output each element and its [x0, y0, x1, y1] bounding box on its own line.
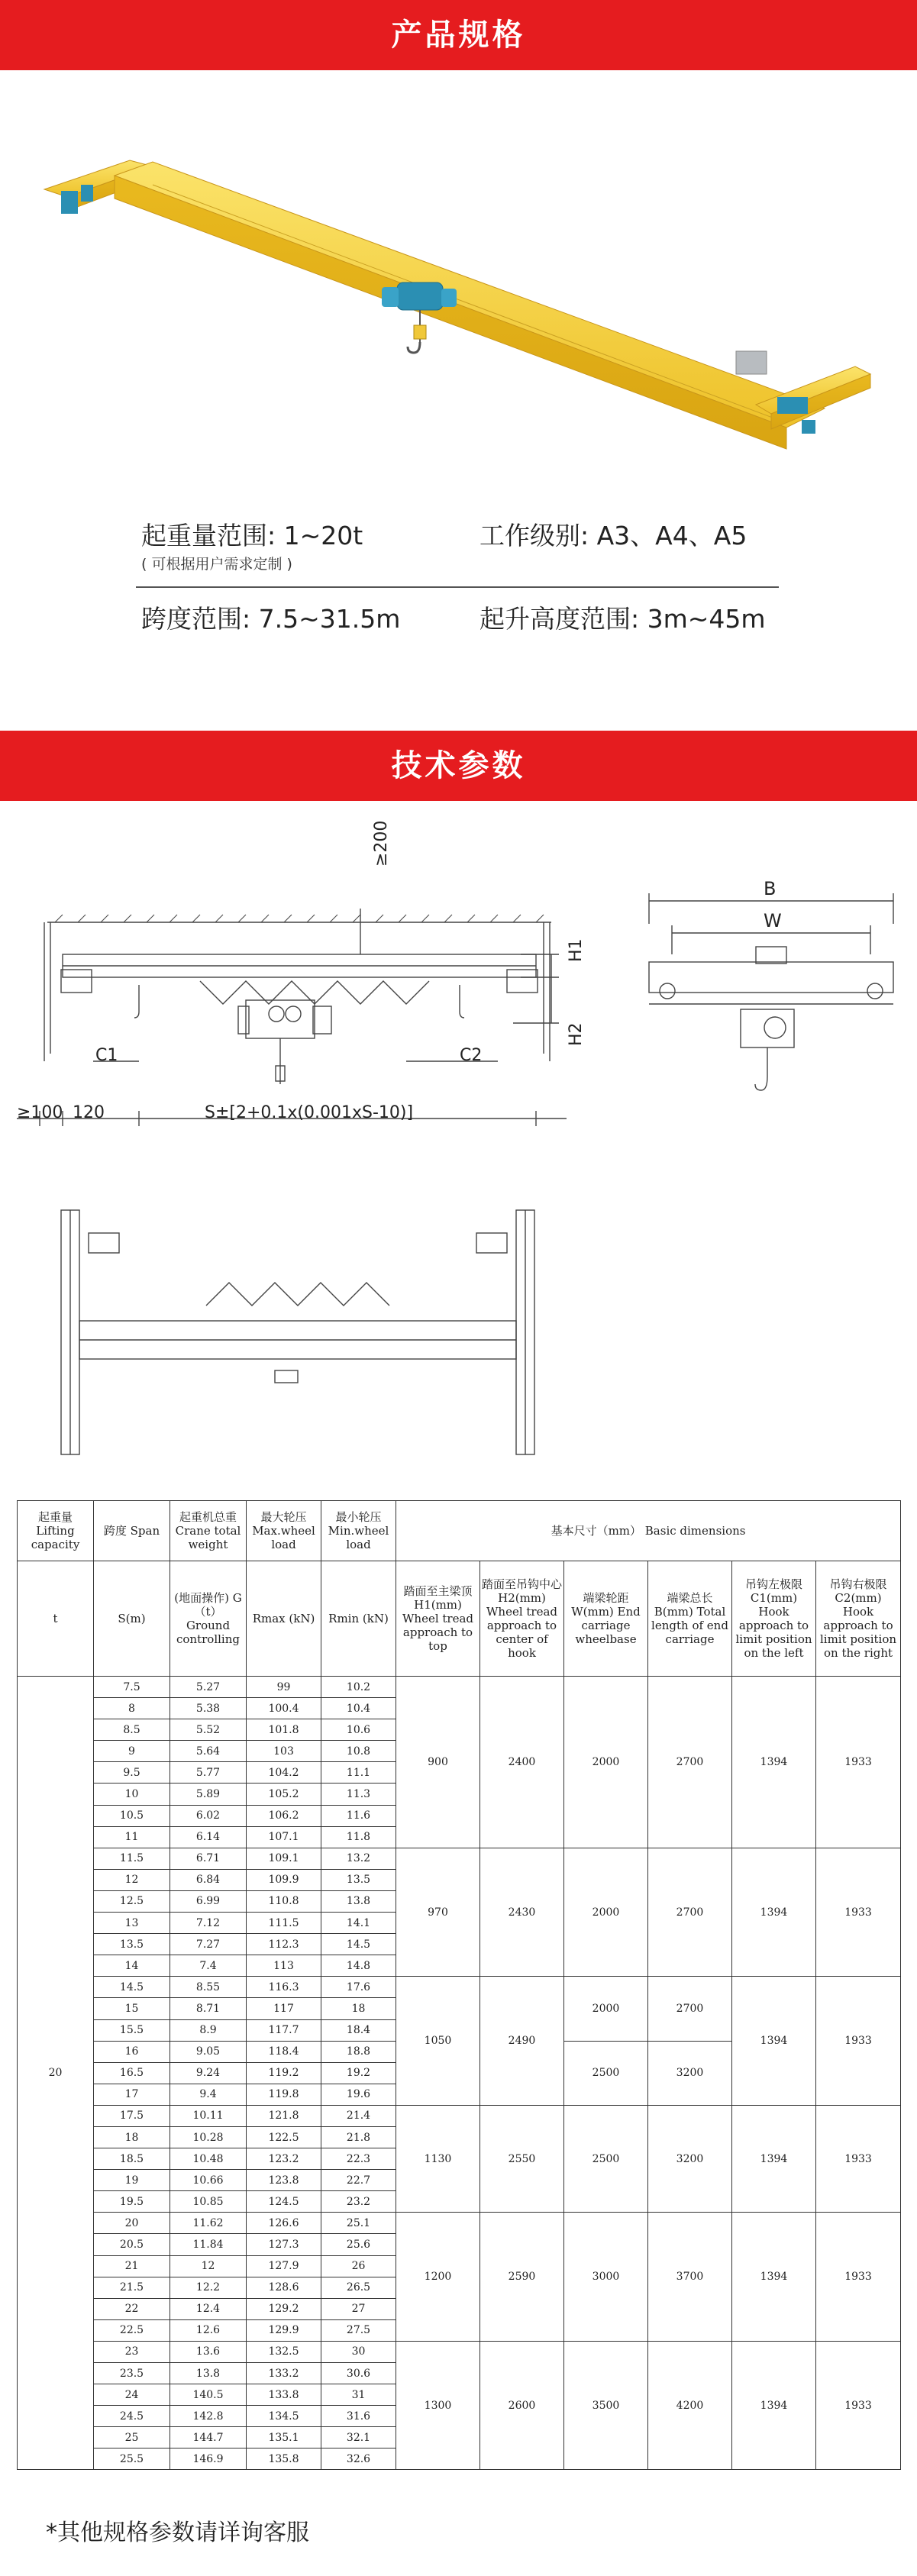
- cell-weight: 5.89: [170, 1784, 247, 1805]
- cell-rmax: 127.9: [247, 2255, 321, 2277]
- cell-rmax: 116.3: [247, 1977, 321, 1998]
- cell-h1: 1130: [396, 2105, 480, 2212]
- cell-rmax: 133.8: [247, 2384, 321, 2406]
- footnote: *其他规格参数请详询客服: [46, 2520, 309, 2546]
- header-h2: 踏面至吊钩中心 H2(mm) Wheel tread approach to center of hook: [480, 1561, 564, 1677]
- header-b: 端梁总长 B(mm) Total length of end carriage: [648, 1561, 732, 1677]
- cell-h1: 900: [396, 1677, 480, 1848]
- cell-rmax: 110.8: [247, 1890, 321, 1912]
- cell-h1: 1300: [396, 2341, 480, 2470]
- cell-rmax: 103: [247, 1741, 321, 1762]
- cell-rmax: 113: [247, 1955, 321, 1977]
- cell-span: 18: [94, 2126, 170, 2148]
- header-c2: 吊钩右极限 C2(mm) Hook approach to limit position on the right: [816, 1561, 901, 1677]
- header-h1: 踏面至主梁顶 H1(mm) Wheel tread approach to top: [396, 1561, 480, 1677]
- dim-w: W: [764, 910, 782, 931]
- header-unit-g: (地面操作) G（t） Ground controlling: [170, 1561, 247, 1677]
- cell-span: 13: [94, 1913, 170, 1934]
- spec-work-class: 工作级别: A3、A4、A5: [479, 521, 747, 550]
- cell-b: 3200: [648, 2041, 732, 2105]
- cell-weight: 12: [170, 2255, 247, 2277]
- cell-weight: 140.5: [170, 2384, 247, 2406]
- cell-rmax: 129.2: [247, 2298, 321, 2319]
- cell-rmin: 32.6: [321, 2448, 396, 2470]
- cell-b: 2700: [648, 1977, 732, 2041]
- plan-view-drawing: [46, 1202, 550, 1462]
- cell-w: 2500: [564, 2105, 648, 2212]
- cell-rmax: 122.5: [247, 2126, 321, 2148]
- cell-rmax: 109.1: [247, 1848, 321, 1869]
- parameter-table: [17, 1500, 900, 2470]
- cell-rmax: 123.8: [247, 2170, 321, 2191]
- cell-weight: 10.28: [170, 2126, 247, 2148]
- cell-rmin: 10.4: [321, 1698, 396, 1719]
- dim-span-formula: S±[2+0.1x(0.001xS-10)]: [205, 1103, 414, 1122]
- cell-span: 13.5: [94, 1934, 170, 1955]
- cell-c1: 1394: [732, 1848, 816, 1977]
- section-banner-tech-params: 技术参数: [0, 731, 917, 801]
- cell-weight: 12.6: [170, 2319, 247, 2341]
- header-span: 跨度 Span: [94, 1501, 170, 1561]
- cell-rmax: 109.9: [247, 1869, 321, 1890]
- cell-rmax: 129.9: [247, 2319, 321, 2341]
- dim-120: 120: [73, 1103, 105, 1122]
- cell-span: 19.5: [94, 2191, 170, 2213]
- cell-c1: 1394: [732, 1677, 816, 1848]
- cell-weight: 9.4: [170, 2084, 247, 2105]
- cell-span: 7.5: [94, 1677, 170, 1698]
- cell-span: 20: [94, 2213, 170, 2234]
- cell-w: 2000: [564, 1977, 648, 2041]
- cell-rmax: 111.5: [247, 1913, 321, 1934]
- cell-rmin: 14.1: [321, 1913, 396, 1934]
- cell-weight: 7.27: [170, 1934, 247, 1955]
- cell-span: 22: [94, 2298, 170, 2319]
- header-w: 端梁轮距 W(mm) End carriage wheelbase: [564, 1561, 648, 1677]
- cell-rmin: 13.8: [321, 1890, 396, 1912]
- cell-rmin: 31.6: [321, 2406, 396, 2427]
- cell-rmin: 19.2: [321, 2062, 396, 2084]
- cell-rmin: 22.3: [321, 2148, 396, 2170]
- cell-span: 12: [94, 1869, 170, 1890]
- cell-rmin: 18.8: [321, 2041, 396, 2062]
- cell-span: 15.5: [94, 2019, 170, 2041]
- cell-c1: 1394: [732, 2341, 816, 2470]
- cell-weight: 13.6: [170, 2341, 247, 2362]
- cell-b: 2700: [648, 1848, 732, 1977]
- cell-rmin: 11.8: [321, 1826, 396, 1848]
- cell-rmax: 135.8: [247, 2448, 321, 2470]
- table-row: [18, 1848, 901, 1869]
- cell-h2: 2400: [480, 1677, 564, 1848]
- dim-b: B: [764, 878, 777, 899]
- cell-span: 17.5: [94, 2105, 170, 2126]
- cell-rmin: 18.4: [321, 2019, 396, 2041]
- cell-c1: 1394: [732, 1977, 816, 2106]
- cell-weight: 12.2: [170, 2277, 247, 2298]
- cell-h1: 1050: [396, 1977, 480, 2106]
- cell-span: 11: [94, 1826, 170, 1848]
- cell-span: 9.5: [94, 1762, 170, 1784]
- cell-h1: 970: [396, 1848, 480, 1977]
- cell-b: 2700: [648, 1677, 732, 1848]
- cell-h2: 2600: [480, 2341, 564, 2470]
- cell-rmin: 22.7: [321, 2170, 396, 2191]
- cell-weight: 5.64: [170, 1741, 247, 1762]
- cell-rmin: 30: [321, 2341, 396, 2362]
- cell-rmin: 14.8: [321, 1955, 396, 1977]
- cell-weight: 10.85: [170, 2191, 247, 2213]
- cell-c2: 1933: [816, 2105, 901, 2212]
- cell-weight: 7.12: [170, 1913, 247, 1934]
- cell-c2: 1933: [816, 2341, 901, 2470]
- cell-rmax: 112.3: [247, 1934, 321, 1955]
- cell-span: 12.5: [94, 1890, 170, 1912]
- cell-weight: 9.05: [170, 2041, 247, 2062]
- cell-span: 10.5: [94, 1805, 170, 1826]
- cell-span: 23.5: [94, 2363, 170, 2384]
- cell-rmax: 124.5: [247, 2191, 321, 2213]
- cell-rmin: 27.5: [321, 2319, 396, 2341]
- cell-rmax: 119.2: [247, 2062, 321, 2084]
- header-basic-dimensions: 基本尺寸（mm） Basic dimensions: [396, 1501, 901, 1561]
- table-row: [18, 2341, 901, 2362]
- cell-rmin: 10.6: [321, 1719, 396, 1741]
- front-elevation-drawing: [17, 855, 567, 1145]
- cell-rmax: 126.6: [247, 2213, 321, 2234]
- cell-weight: 11.62: [170, 2213, 247, 2234]
- cell-rmax: 105.2: [247, 1784, 321, 1805]
- header-lifting-capacity: 起重量 Lifting capacity: [18, 1501, 94, 1561]
- cell-rmax: 118.4: [247, 2041, 321, 2062]
- table-row: [18, 2213, 901, 2234]
- cell-span: 19: [94, 2170, 170, 2191]
- cell-h1: 1200: [396, 2213, 480, 2342]
- cell-h2: 2490: [480, 1977, 564, 2106]
- cell-span: 17: [94, 2084, 170, 2105]
- table-row: [18, 1977, 901, 1998]
- cell-weight: 10.48: [170, 2148, 247, 2170]
- cell-rmax: 119.8: [247, 2084, 321, 2105]
- cell-span: 9: [94, 1741, 170, 1762]
- cell-span: 8: [94, 1698, 170, 1719]
- cell-span: 18.5: [94, 2148, 170, 2170]
- cell-span: 15: [94, 1998, 170, 2019]
- spec-lifting-capacity: 起重量范围: 1~20t: [141, 521, 363, 550]
- cell-weight: 5.27: [170, 1677, 247, 1698]
- cell-rmin: 30.6: [321, 2363, 396, 2384]
- cell-span: 23: [94, 2341, 170, 2362]
- table-row: [18, 2105, 901, 2126]
- cell-span: 25.5: [94, 2448, 170, 2470]
- cell-weight: 6.99: [170, 1890, 247, 1912]
- cell-weight: 6.71: [170, 1848, 247, 1869]
- cell-w: 2500: [564, 2041, 648, 2105]
- crane-illustration: [38, 145, 878, 466]
- cell-rmin: 13.2: [321, 1848, 396, 1869]
- cell-rmin: 18: [321, 1998, 396, 2019]
- cell-rmin: 25.6: [321, 2234, 396, 2255]
- cell-h2: 2550: [480, 2105, 564, 2212]
- cell-rmin: 26: [321, 2255, 396, 2277]
- cell-c1: 1394: [732, 2105, 816, 2212]
- dim-100: ≥100: [17, 1103, 63, 1122]
- cell-weight: 10.11: [170, 2105, 247, 2126]
- cell-h2: 2590: [480, 2213, 564, 2342]
- cell-rmax: 128.6: [247, 2277, 321, 2298]
- cell-span: 10: [94, 1784, 170, 1805]
- cell-c2: 1933: [816, 2213, 901, 2342]
- table-row: [18, 1677, 901, 1698]
- cell-weight: 13.8: [170, 2363, 247, 2384]
- dim-h2: H2: [567, 1022, 586, 1046]
- cell-weight: 11.84: [170, 2234, 247, 2255]
- dim-c2: C2: [460, 1046, 483, 1065]
- cell-rmin: 17.6: [321, 1977, 396, 1998]
- cell-weight: 146.9: [170, 2448, 247, 2470]
- cell-span: 11.5: [94, 1848, 170, 1869]
- dim-h1: H1: [567, 938, 586, 962]
- cell-rmin: 11.6: [321, 1805, 396, 1826]
- spec-lifting-capacity-note: ( 可根据用户需求定制 ): [141, 556, 292, 573]
- cell-rmin: 23.2: [321, 2191, 396, 2213]
- cell-weight: 8.71: [170, 1998, 247, 2019]
- cell-w: 3500: [564, 2341, 648, 2470]
- cell-rmax: 123.2: [247, 2148, 321, 2170]
- cell-weight: 8.9: [170, 2019, 247, 2041]
- dim-c1: C1: [95, 1046, 118, 1065]
- cell-h2: 2430: [480, 1848, 564, 1977]
- cell-rmin: 27: [321, 2298, 396, 2319]
- cell-rmax: 104.2: [247, 1762, 321, 1784]
- cell-span: 16.5: [94, 2062, 170, 2084]
- cell-c2: 1933: [816, 1848, 901, 1977]
- cell-span: 21: [94, 2255, 170, 2277]
- cell-span: 14: [94, 1955, 170, 1977]
- cell-weight: 142.8: [170, 2406, 247, 2427]
- cell-weight: 5.52: [170, 1719, 247, 1741]
- cell-weight: 6.02: [170, 1805, 247, 1826]
- cell-rmax: 132.5: [247, 2341, 321, 2362]
- cell-weight: 7.4: [170, 1955, 247, 1977]
- cell-weight: 6.14: [170, 1826, 247, 1848]
- cell-weight: 6.84: [170, 1869, 247, 1890]
- cell-weight: 9.24: [170, 2062, 247, 2084]
- header-unit-rmin: Rmin (kN): [321, 1561, 396, 1677]
- cell-span: 16: [94, 2041, 170, 2062]
- cell-weight: 144.7: [170, 2427, 247, 2448]
- cell-rmin: 10.8: [321, 1741, 396, 1762]
- cell-weight: 12.4: [170, 2298, 247, 2319]
- cell-rmax: 121.8: [247, 2105, 321, 2126]
- header-c1: 吊钩左极限 C1(mm) Hook approach to limit position on the left: [732, 1561, 816, 1677]
- cell-rmin: 25.1: [321, 2213, 396, 2234]
- cell-span: 21.5: [94, 2277, 170, 2298]
- cell-rmax: 100.4: [247, 1698, 321, 1719]
- cell-rmin: 14.5: [321, 1934, 396, 1955]
- header-unit-t: t: [18, 1561, 94, 1677]
- cell-span: 24.5: [94, 2406, 170, 2427]
- spec-lifting-height: 起升高度范围: 3m~45m: [479, 604, 766, 634]
- cell-capacity: 20: [18, 1677, 94, 2470]
- cell-rmin: 26.5: [321, 2277, 396, 2298]
- header-min-wheel-load: 最小轮压 Min.wheel load: [321, 1501, 396, 1561]
- cell-weight: 10.66: [170, 2170, 247, 2191]
- cell-rmin: 13.5: [321, 1869, 396, 1890]
- cell-weight: 5.77: [170, 1762, 247, 1784]
- cell-b: 3700: [648, 2213, 732, 2342]
- cell-span: 24: [94, 2384, 170, 2406]
- cell-w: 2000: [564, 1848, 648, 1977]
- cell-span: 8.5: [94, 1719, 170, 1741]
- header-crane-weight: 起重机总重 Crane total weight: [170, 1501, 247, 1561]
- cell-rmax: 117.7: [247, 2019, 321, 2041]
- section-banner-product-spec: 产品规格: [0, 0, 917, 70]
- cell-rmax: 101.8: [247, 1719, 321, 1741]
- cell-rmin: 10.2: [321, 1677, 396, 1698]
- cell-span: 20.5: [94, 2234, 170, 2255]
- cell-rmin: 11.3: [321, 1784, 396, 1805]
- cell-rmax: 133.2: [247, 2363, 321, 2384]
- dim-h200: ≥200: [372, 820, 391, 867]
- cell-c2: 1933: [816, 1977, 901, 2106]
- cell-rmax: 135.1: [247, 2427, 321, 2448]
- cell-rmin: 11.1: [321, 1762, 396, 1784]
- cell-rmax: 117: [247, 1998, 321, 2019]
- cell-weight: 5.38: [170, 1698, 247, 1719]
- cell-rmax: 134.5: [247, 2406, 321, 2427]
- cell-weight: 8.55: [170, 1977, 247, 1998]
- cell-rmin: 31: [321, 2384, 396, 2406]
- header-max-wheel-load: 最大轮压 Max.wheel load: [247, 1501, 321, 1561]
- header-unit-s: S(m): [94, 1561, 170, 1677]
- cell-b: 3200: [648, 2105, 732, 2212]
- cell-rmax: 106.2: [247, 1805, 321, 1826]
- cell-span: 25: [94, 2427, 170, 2448]
- cell-w: 2000: [564, 1677, 648, 1848]
- cell-rmin: 21.4: [321, 2105, 396, 2126]
- cell-span: 22.5: [94, 2319, 170, 2341]
- cell-span: 14.5: [94, 1977, 170, 1998]
- cell-c2: 1933: [816, 1677, 901, 1848]
- cell-rmin: 32.1: [321, 2427, 396, 2448]
- cell-c1: 1394: [732, 2213, 816, 2342]
- cell-rmax: 99: [247, 1677, 321, 1698]
- cell-rmin: 19.6: [321, 2084, 396, 2105]
- header-unit-rmax: Rmax (kN): [247, 1561, 321, 1677]
- cell-b: 4200: [648, 2341, 732, 2470]
- cell-rmax: 107.1: [247, 1826, 321, 1848]
- cell-rmax: 127.3: [247, 2234, 321, 2255]
- cell-rmin: 21.8: [321, 2126, 396, 2148]
- cell-w: 3000: [564, 2213, 648, 2342]
- spec-divider: [136, 586, 779, 588]
- spec-span-range: 跨度范围: 7.5~31.5m: [141, 604, 401, 634]
